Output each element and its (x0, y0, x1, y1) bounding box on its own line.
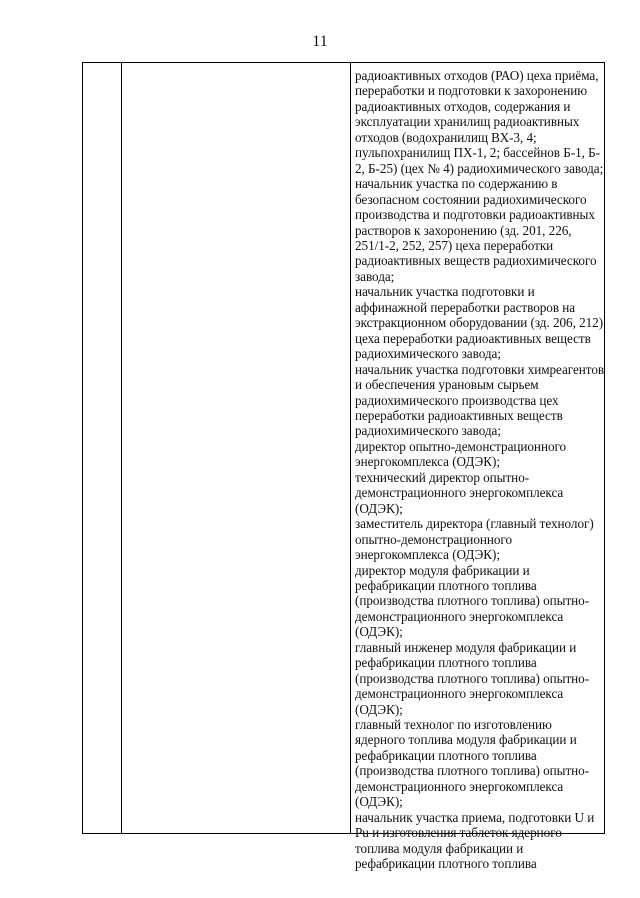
cell-text-line: опытно-демонстрационного (355, 531, 512, 547)
cell-text-line: 251/1-2, 252, 257) цеха переработки (355, 237, 554, 253)
cell-text-line: отходов (водохранилищ ВХ-3, 4; (355, 129, 537, 145)
cell-text-line: (производства плотного топлива) опытно- (355, 670, 590, 686)
cell-text-line: завода; (355, 268, 395, 284)
cell-text-line: пульпохранилищ ПХ-1, 2; бассейнов Б-1, Б- (355, 145, 600, 161)
cell-text-line: начальник участка подготовки химреагентов (355, 361, 605, 377)
cell-text-line: радиохимического производства цех (355, 392, 559, 408)
cell-text-line: энергокомплекса (ОДЭК); (355, 547, 500, 563)
cell-text-line: (производства плотного топлива) опытно- (355, 593, 590, 609)
document-table (82, 62, 605, 872)
cell-text-line: радиохимического завода; (355, 346, 501, 362)
column-divider-1 (121, 63, 122, 833)
cell-text-line: заместитель директора (главный технолог) (355, 516, 594, 532)
cell-text-line: (ОДЭК); (355, 500, 403, 516)
cell-text-line: главный технолог по изготовлению (355, 717, 552, 733)
cell-text-line: ядерного топлива модуля фабрикации и (355, 732, 577, 748)
cell-text-line: технический директор опытно- (355, 469, 530, 485)
cell-text-line: директор опытно-демонстрационного (355, 438, 567, 454)
cell-text-line: Pu и изготовления таблеток ядерного (355, 825, 562, 841)
cell-text-line: топлива модуля фабрикации и (355, 840, 524, 856)
cell-text-line: радиоактивных веществ радиохимического (355, 253, 597, 269)
cell-text-line: начальник участка подготовки и (355, 284, 535, 300)
cell-text-line: безопасном состоянии радиохимического (355, 191, 587, 207)
cell-text-line: растворов к захоронению (зд. 201, 226, (355, 222, 572, 238)
cell-text-line: рефабрикации плотного топлива (355, 577, 537, 593)
cell-text-line: радиоактивных отходов (РАО) цеха приёма, (355, 68, 599, 83)
cell-text-line: эксплуатации хранилищ радиоактивных (355, 114, 580, 130)
cell-text-line: радиоактивных отходов, содержания и (355, 98, 571, 114)
page-number: 11 (312, 33, 328, 50)
column-divider-2 (350, 63, 351, 833)
cell-text-line: рефабрикации плотного топлива (355, 856, 537, 872)
cell-text-line: аффинажной переработки растворов на (355, 299, 576, 315)
cell-text-line: переработки и подготовки к захоронению (355, 83, 588, 99)
cell-text-line: энергокомплекса (ОДЭК); (355, 454, 500, 470)
cell-text-line: главный инженер модуля фабрикации и (355, 639, 577, 655)
cell-text-line: цеха переработки радиоактивных веществ (355, 330, 591, 346)
table-cell-positions (355, 68, 603, 872)
cell-text-line: рефабрикации плотного топлива (355, 747, 537, 763)
cell-text-line: (производства плотного топлива) опытно- (355, 763, 590, 779)
cell-text-line: переработки радиоактивных веществ (355, 407, 563, 423)
cell-text-line: начальник участка приема, подготовки U и (355, 809, 595, 825)
cell-text-line: (ОДЭК); (355, 701, 403, 717)
cell-text-line: демонстрационного энергокомплекса (355, 485, 564, 501)
cell-text-line: экстракционном оборудовании (зд. 206, 212) (355, 315, 604, 331)
cell-text-line: директор модуля фабрикации и (355, 562, 530, 578)
cell-text-line: рефабрикации плотного топлива (355, 655, 537, 671)
cell-text-line: (ОДЭК); (355, 624, 403, 640)
cell-text-line: начальник участка по содержанию в (355, 176, 558, 192)
cell-text-line: 2, Б-25) (цех № 4) радиохимического завода; (355, 160, 604, 176)
cell-text-line: производства и подготовки радиоактивных (355, 207, 595, 223)
cell-text-line: радиохимического завода; (355, 423, 501, 439)
cell-text-line: демонстрационного энергокомплекса (355, 778, 564, 794)
cell-text-line: демонстрационного энергокомплекса (355, 686, 564, 702)
cell-text-line: (ОДЭК); (355, 794, 403, 810)
cell-text-line: демонстрационного энергокомплекса (355, 608, 564, 624)
cell-text-line: и обеспечения урановым сырьем (355, 377, 539, 393)
